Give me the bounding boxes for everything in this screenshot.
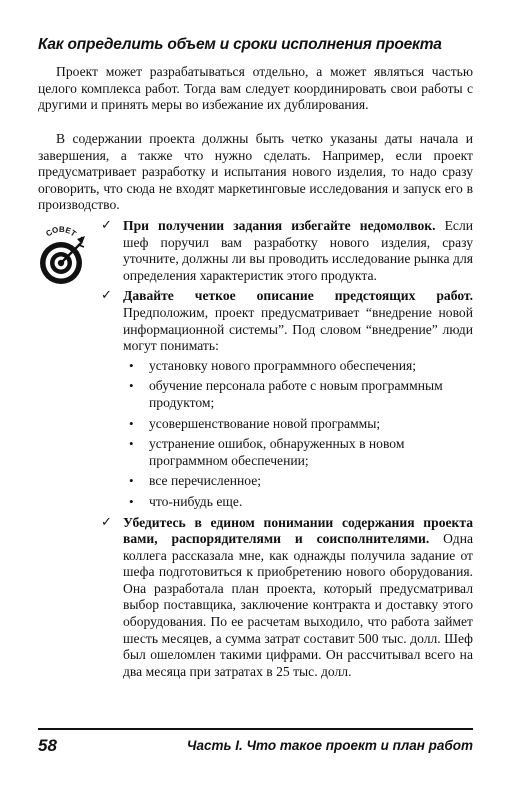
tip-text: Одна коллега рассказала мне, как однажды получила задание от шефа подготовиться к приобретению нового оборудования. Она разработала план проекта, который предусматривал выбор поставщика, заключение контракта и доставку этого оборудования. По ее расчетам выходило, что работа займет шесть месяцев, а сумма затрат составит 500 тыс. долл. Шеф был ошеломлен такими цифрами. Он рассчитывал всего на два месяца при затратах в 25 тыс. долл. — [123, 531, 474, 679]
svg-text:СОВЕТ — [44, 225, 78, 238]
tip-lead: Давайте четкое описание предстоящих работ. — [123, 288, 473, 304]
checkmark-icon: ✓ — [101, 218, 112, 233]
bullet-item: • все перечисленное; — [129, 473, 262, 489]
bullet-item: • усовершенствование новой программы; — [129, 415, 381, 431]
paragraph-2: В содержании проекта должны быть четко указаны даты начала и завершения, а также что нужно сделать. Например, если проект предусматривает разработку и испытания нового изделия, то надо сразу оговорить, что сюда не входят маркетинговые исследования и запуск его в производство. — [38, 131, 473, 213]
tip-item — [101, 288, 473, 510]
checkmark-icon: ✓ — [101, 514, 112, 530]
checkmark-icon: ✓ — [101, 288, 112, 304]
footer-rule — [38, 728, 473, 730]
tip-label: СОВЕТ — [44, 225, 78, 239]
tip-text: Предположим, проект предусматривает “внедрение новой информационной системы”. Под словом “внедрение” люди могут понимать: — [123, 304, 473, 354]
section-title: Как определить объем и сроки исполнения проекта — [38, 36, 442, 53]
paragraph-1: Проект может разрабатываться отдельно, а может являться частью целого комплекса работ. Тогда вам следует координировать свои работы с другими и принять меры во избежание их дублирования. — [38, 64, 473, 113]
bullet-item: • установку нового программного обеспечения; — [129, 357, 417, 373]
tip-lead: Убедитесь в едином понимании содержания проекта вами, распорядителями и соисполнителями. — [123, 514, 473, 547]
bullet-list — [123, 358, 473, 511]
running-head: Часть I. Что такое проект и план работ — [186, 738, 473, 753]
bullet-item: • устранение ошибок, обнаруженных в новом программном обеспечении; — [129, 436, 405, 468]
tip-lead: При получении задания избегайте недомолвок. — [123, 218, 436, 233]
bullet-icon: • — [129, 415, 134, 431]
bullet-icon: • — [129, 473, 134, 489]
tip-text: Если шеф поручил вам разработку нового изделия, сразу уточните, должны ли вы проводить исследование рынка для определения характеристик этого продукта. — [123, 218, 474, 283]
target-icon — [36, 225, 86, 289]
tips-list — [101, 218, 473, 684]
bullet-icon: • — [129, 436, 134, 452]
tip-item — [101, 515, 473, 681]
bullet-icon: • — [129, 493, 134, 509]
bullet-item: • обучение персонала работе с новым программным продуктом; — [129, 378, 443, 410]
bullet-icon: • — [129, 357, 134, 373]
page-number: 58 — [38, 736, 57, 755]
bullet-item: • что-нибудь еще. — [129, 493, 243, 509]
bullet-icon: • — [129, 378, 134, 394]
tip-item — [101, 218, 473, 284]
